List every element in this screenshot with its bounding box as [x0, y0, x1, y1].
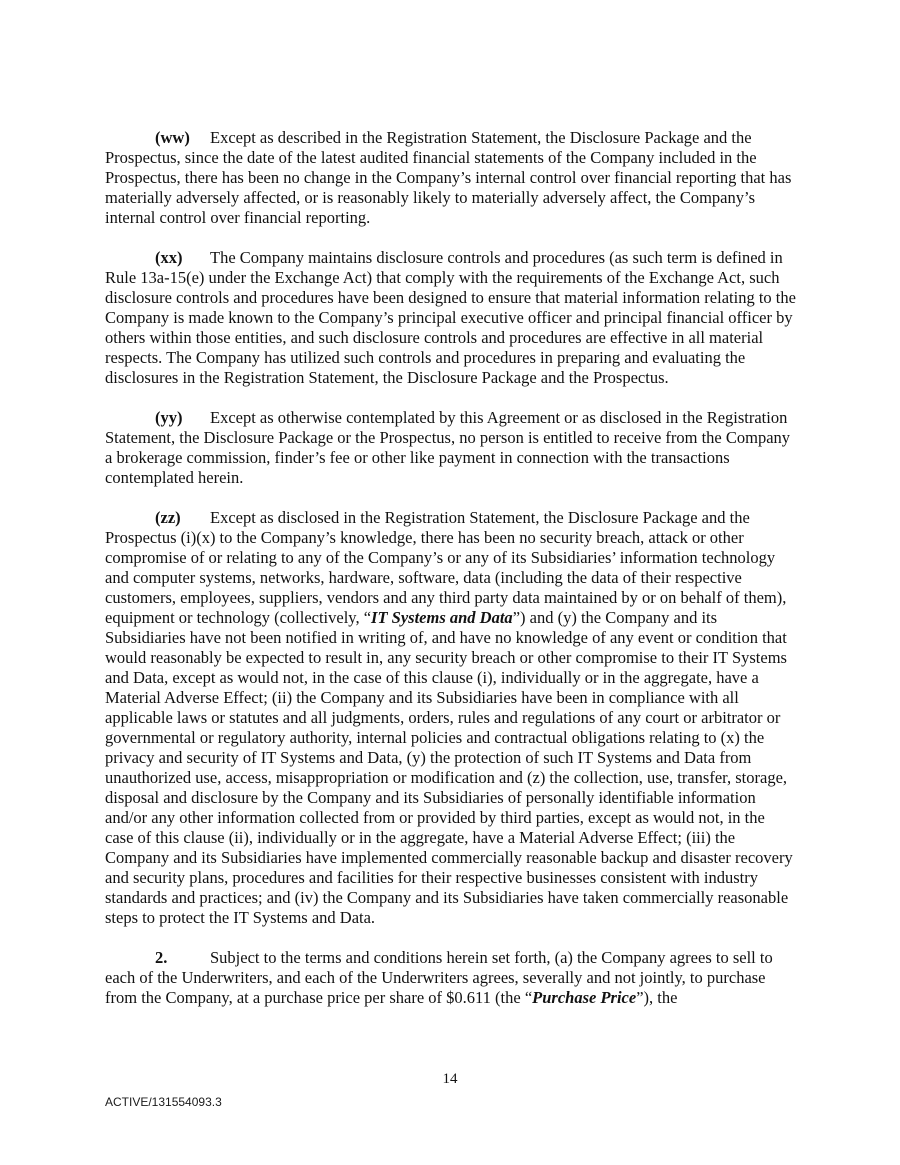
- paragraph-text: Except as otherwise contemplated by this Agreement or as disclosed in the Registration Statement, the Disclosure Package or the Prospectus, no person is entitled to receive from the Company a brokerage commission, finder’s fee or other like payment in connection with the transactions contemplated herein.: [105, 408, 791, 487]
- paragraph-marker-label: 2.: [155, 948, 168, 967]
- paragraph-marker: [155, 508, 210, 528]
- page-number: 14: [442, 1071, 458, 1087]
- paragraph-text: ”) and (y) the Company and its Subsidiaries have not been notified in writing of, and have no knowledge of any event or condition that would reasonably be expected to result in, any security breach or other compromise to their IT Systems and Data, except as would not, in the case of this clause (i), individually or in the aggregate, have a Material Adverse Effect; (ii) the Company and its Subsidiaries have been in compliance with all applicable laws or statutes and all judgments, orders, rules and regulations of any court or arbitrator or governmental or regulatory authority, internal policies and contractual obligations relating to (x) the privacy and security of IT Systems and Data, (y) the protection of such IT Systems and Data from unauthorized use, access, misappropriation or modification and (z) the collection, use, transfer, storage, disposal and disclosure by the Company and its Subsidiaries of personally identifiable information and/or any other information collected from or provided by third parties, except as would not, in the case of this clause (ii), individually or in the aggregate, have a Material Adverse Effect; (iii) the Company and its Subsidiaries have implemented commercially reasonable backup and disaster recovery and security plans, procedures and facilities for their respective businesses consistent with industry standards and practices; and (iv) the Company and its Subsidiaries have taken commercially reasonable steps to protect the IT Systems and Data.: [105, 608, 793, 927]
- paragraph-marker: [155, 408, 210, 428]
- paragraph-marker-label: (ww): [155, 128, 190, 147]
- paragraph-yy: [105, 408, 796, 488]
- paragraph-ww: [105, 128, 796, 228]
- paragraph-text: Subject to the terms and conditions herein set forth, (a) the Company agrees to sell to each of the Underwriters, and each of the Underwriters agrees, severally and not jointly, to purchase from the Company, at a purchase price per share of $0.611 (the “: [105, 948, 773, 1007]
- paragraph-marker-label: (yy): [155, 408, 183, 427]
- paragraph-marker-label: (zz): [155, 508, 181, 527]
- defined-term-it-systems-and-data: IT Systems and Data: [371, 608, 513, 627]
- document-id-stamp: ACTIVE/131554093.3: [105, 1095, 222, 1109]
- document-body: [105, 128, 796, 1008]
- paragraph-text: Except as described in the Registration Statement, the Disclosure Package and the Prospectus, since the date of the latest audited financial statements of the Company included in the Prospectus, there has been no change in the Company’s internal control over financial reporting that has materially adversely affected, or is reasonably likely to materially adversely affect, the Company’s internal control over financial reporting.: [105, 128, 792, 227]
- paragraph-text: ”), the: [636, 988, 678, 1007]
- paragraph-section-2: [105, 948, 796, 1008]
- paragraph-marker: [155, 248, 210, 268]
- paragraph-text: The Company maintains disclosure controls and procedures (as such term is defined in Rule 13a-15(e) under the Exchange Act) that comply with the requirements of the Exchange Act, such disclosure controls and procedures have been designed to ensure that material information relating to the Company is made known to the Company’s principal executive officer and principal financial officer by others within those entities, and such disclosure controls and procedures are effective in all material respects. The Company has utilized such controls and procedures in preparing and evaluating the disclosures in the Registration Statement, the Disclosure Package and the Prospectus.: [105, 248, 796, 387]
- paragraph-xx: [105, 248, 796, 388]
- paragraph-marker-label: (xx): [155, 248, 183, 267]
- defined-term-purchase-price: Purchase Price: [532, 988, 637, 1007]
- paragraph-text: Except as disclosed in the Registration Statement, the Disclosure Package and the Prospectus (i)(x) to the Company’s knowledge, there has been no security breach, attack or other compromise of or relating to any of the Company’s or any of its Subsidiaries’ information technology and computer systems, networks, hardware, software, data (including the data of their respective customers, employees, suppliers, vendors and any third party data maintained by or on behalf of them), equipment or technology (collectively, “: [105, 508, 787, 627]
- paragraph-marker: [155, 948, 210, 968]
- paragraph-marker: [155, 128, 210, 148]
- paragraph-zz: [105, 508, 796, 928]
